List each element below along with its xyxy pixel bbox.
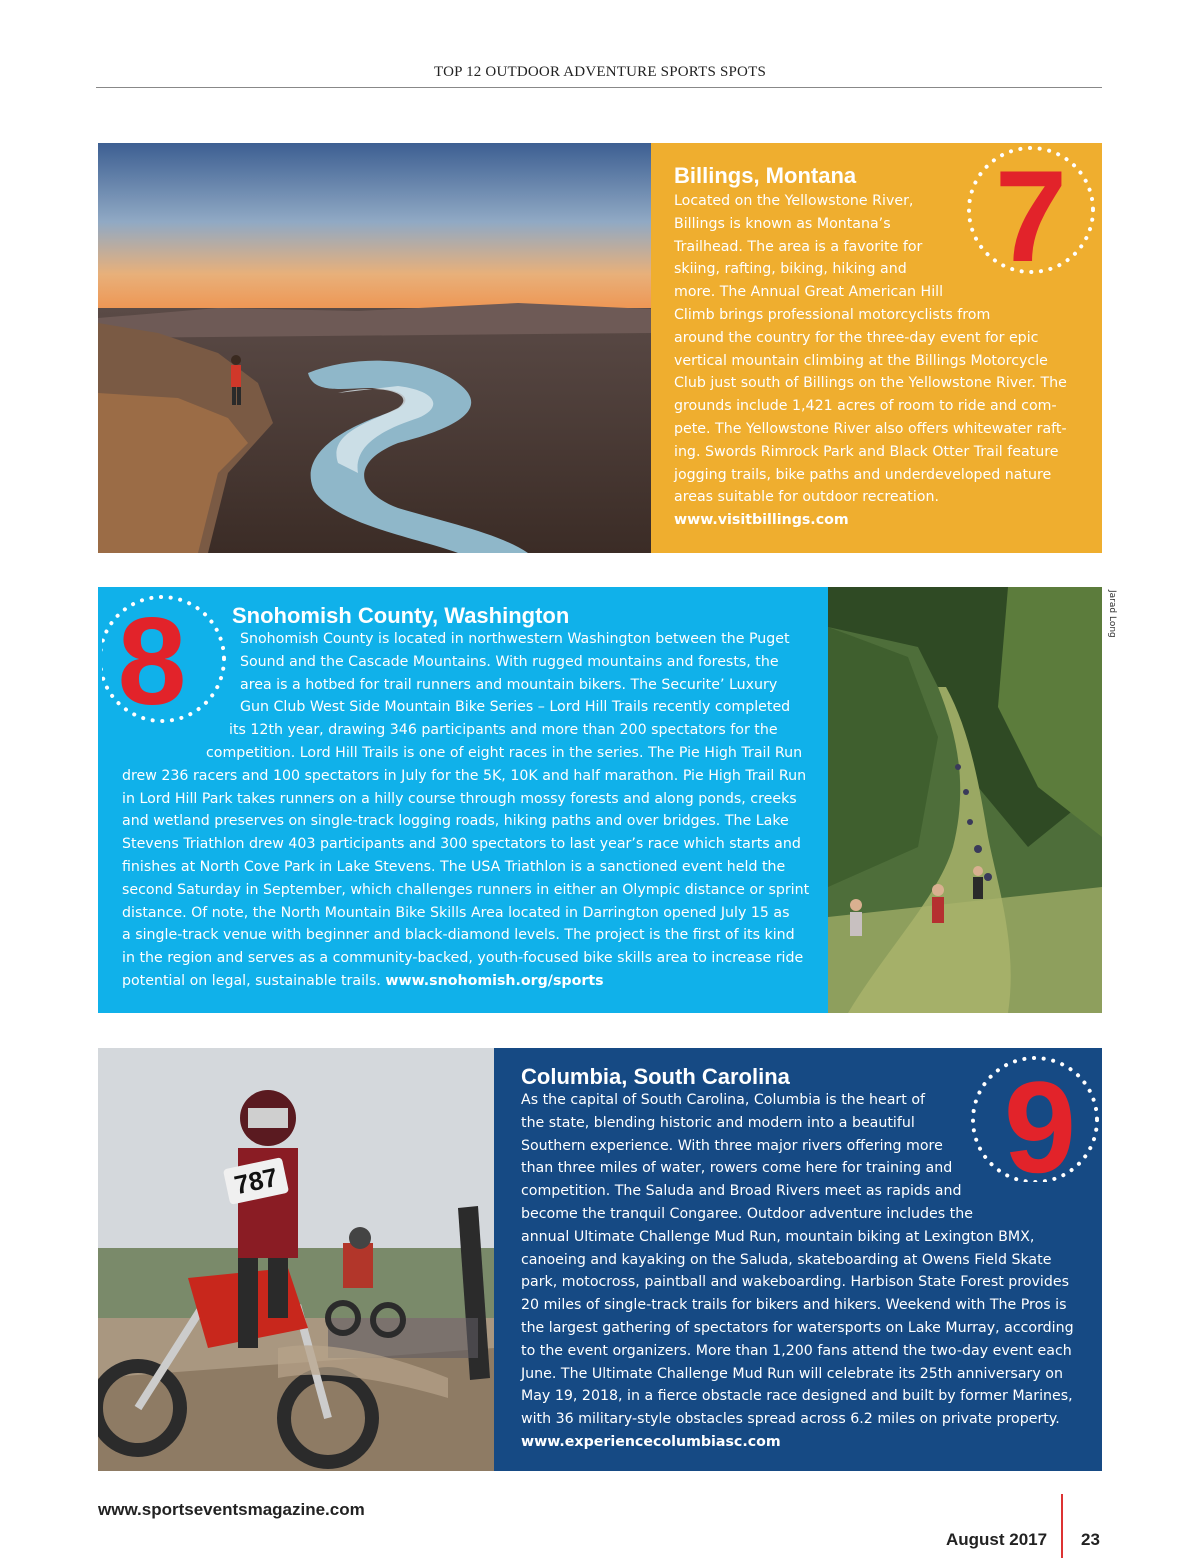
section-billings [98,143,1102,553]
body-line: areas suitable for outdoor recreation. [674,489,939,506]
body-line [122,970,822,993]
columbia-title: Columbia, South Carolina [521,1064,790,1089]
body-line: Gun Club West Side Mountain Bike Series – Lord Hill Trails recently completed [240,699,791,716]
body-line: finishes at North Cove Park in Lake Stevens. The USA Triathlon is a sanctioned event held the [122,858,786,875]
body-line: annual Ultimate Challenge Mud Run, mountain biking at Lexington BMX, [521,1228,1035,1245]
photo-credit: Jarad Long [1107,590,1117,638]
body-line: June. The Ultimate Challenge Mud Run will celebrate its 25th anniversary on [521,1365,1063,1382]
motocross-photo [98,1048,494,1471]
body-line-text: potential on legal, sustainable trails. [122,972,381,989]
body-line: vertical mountain climbing at the Billings Motorcycle [674,352,1048,369]
body-line: Snohomish County is located in northwestern Washington between the Puget [240,631,790,647]
body-line: distance. Of note, the North Mountain Bike Skills Area located in Darrington opened July 15 as [122,904,790,921]
race-number-plate: 787 [231,1161,281,1201]
body-line: area is a hotbed for trail runners and mountain bikers. The Securite’ Luxury [240,676,778,693]
trail-runners-photo [828,587,1102,1013]
rank-badge-7 [964,143,1098,277]
body-line: its 12th year, drawing 346 participants and more than 200 spectators for the [229,722,778,739]
body-line: and wetland preserves on single-track logging roads, hiking paths and over bridges. The Lake [122,813,789,830]
body-line: more. The Annual Great American Hill [674,284,944,301]
body-line: Stevens Triathlon drew 403 participants and 300 spectators to last year’s race which starts and [122,836,801,853]
body-line: 20 miles of single-track trails for bikers and hikers. Weekend with The Pros is [521,1297,1067,1314]
snohomish-website-link[interactable]: www.snohomish.org/sports [385,972,604,989]
river-canyon-photo [98,143,651,553]
body-line: drew 236 racers and 100 spectators in July for the 5K, 10K and half marathon. Pie High Trail Run [122,767,807,784]
body-line: Located on the Yellowstone River, [674,193,914,209]
body-line: with 36 military-style obstacles spread across 6.2 miles on private property. [521,1411,1060,1428]
body-line: pete. The Yellowstone River also offers whitewater raft- [674,420,1067,437]
body-line: Sound and the Cascade Mountains. With rugged mountains and forests, the [240,653,779,670]
columbia-website-link[interactable]: www.experiencecolumbiasc.com [521,1433,781,1450]
snohomish-title: Snohomish County, Washington [232,603,570,628]
billings-website-link[interactable]: www.visitbillings.com [674,512,849,529]
body-line: the state, blending historic and modern into a beautiful [521,1114,915,1131]
rank-numeral: 8 [117,593,187,726]
body-line: become the tranquil Congaree. Outdoor adventure includes the [521,1205,973,1222]
body-line: second Saturday in September, which challenges runners in either an Olympic distance or sprint [122,881,810,898]
body-line: Billings is known as Montana’s [674,215,891,232]
billings-title: Billings, Montana [674,163,857,188]
footer-issue-date: August 2017 [946,1530,1048,1549]
body-line: As the capital of South Carolina, Columbia is the heart of [521,1092,925,1108]
body-line: Trailhead. The area is a favorite for [674,238,923,255]
columbia-panel [494,1048,1102,1471]
body-line: park, motocross, paintball and wakeboarding. Harbison State Forest provides [521,1274,1069,1291]
body-line: Climb brings professional motorcyclists from [674,306,991,323]
body-line: Club just south of Billings on the Yellowstone River. The [674,375,1067,392]
body-line: in the region and serves as a community-backed, youth-focused bike skills area to increase ride [122,950,804,967]
body-line: to the event organizers. More than 1,200 fans attend the two-day event each [521,1342,1072,1359]
footer-website-link[interactable]: www.sportseventsmagazine.com [98,1500,365,1519]
section-snohomish [98,587,1102,1013]
header-rule [96,87,1102,88]
rank-numeral: 7 [994,143,1068,277]
body-line: in Lord Hill Park takes runners on a hilly course through mossy forests and along ponds, creeks [122,790,797,807]
body-line: than three miles of water, rowers come here for training and [521,1160,953,1177]
body-line: jogging trails, bike paths and underdeveloped nature [674,466,1052,483]
rank-badge-9 [968,1048,1102,1182]
page-header-title: TOP 12 OUTDOOR ADVENTURE SPORTS SPOTS [434,64,766,80]
body-line: grounds include 1,421 acres of room to ride and com- [674,398,1057,415]
body-line: competition. Lord Hill Trails is one of eight races in the series. The Pie High Trail Run [206,744,803,761]
snohomish-panel [98,587,828,1013]
page-number: 23 [1081,1530,1100,1549]
body-line: ing. Swords Rimrock Park and Black Otter Trail feature [674,443,1059,460]
body-line: Southern experience. With three major rivers offering more [521,1137,943,1154]
footer-divider [1061,1494,1063,1558]
body-line: canoeing and kayaking on the Saluda, skateboarding at Owens Field Skate [521,1251,1052,1268]
billings-panel [651,143,1102,553]
rank-numeral: 9 [1003,1054,1077,1182]
section-columbia [98,1048,1102,1471]
body-line: May 19, 2018, in a fierce obstacle race designed and built by former Marines, [521,1388,1073,1405]
body-line: competition. The Saluda and Broad Rivers meet as rapids and [521,1183,962,1200]
body-line: around the country for the three-day event for epic [674,329,1039,346]
snohomish-body [122,628,822,993]
body-line: the largest gathering of spectators for watersports on Lake Murray, according [521,1319,1074,1336]
body-line: a single-track venue with beginner and black-diamond levels. The project is the first of its kind [122,927,795,944]
body-line: skiing, rafting, biking, hiking and [674,261,907,278]
